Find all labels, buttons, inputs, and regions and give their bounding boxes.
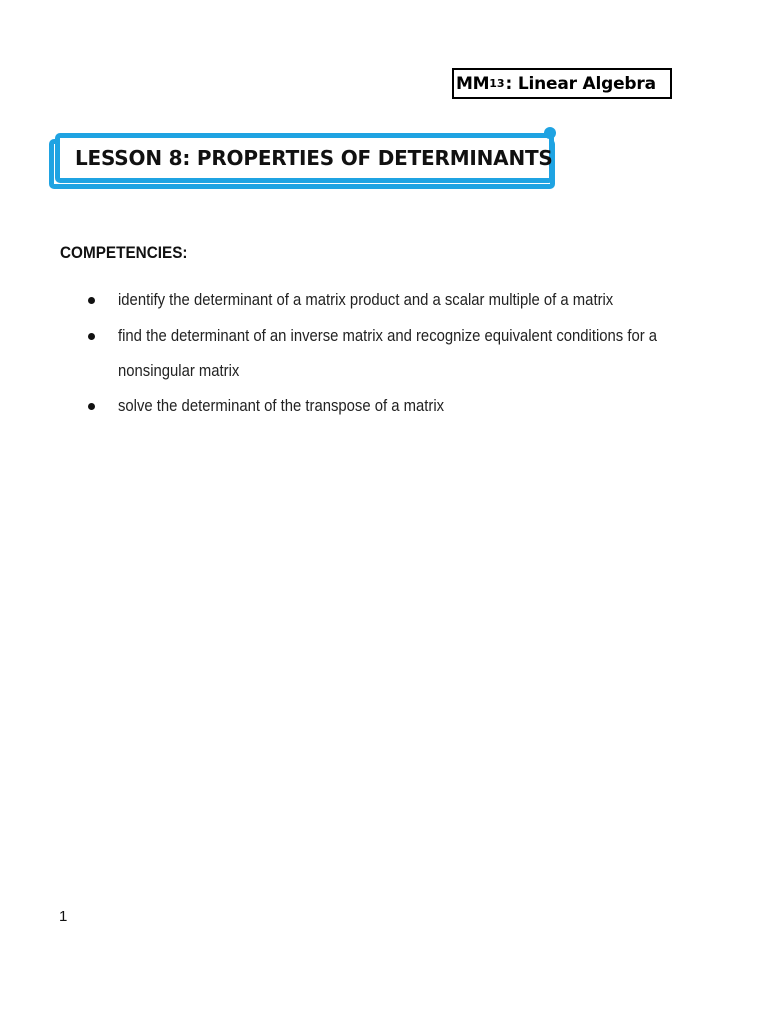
competency-text: find the determinant of an inverse matrix and recognize equivalent conditions for a nonsingular matrix <box>118 327 658 380</box>
competency-item <box>88 389 728 424</box>
course-title: : Linear Algebra <box>505 73 656 94</box>
competency-item <box>88 283 728 318</box>
competency-text: solve the determinant of the transpose of a matrix <box>118 397 445 415</box>
page-number: 1 <box>59 908 68 925</box>
competencies-heading: COMPETENCIES: <box>60 243 188 262</box>
course-header-box <box>452 68 672 99</box>
lesson-banner <box>55 133 554 183</box>
bullet-icon <box>88 333 95 340</box>
bullet-icon <box>88 297 95 304</box>
bullet-icon <box>88 403 95 410</box>
competency-text: identify the determinant of a matrix product and a scalar multiple of a matrix <box>118 291 614 309</box>
competency-item <box>88 319 728 389</box>
course-code-subscript: 13 <box>489 77 505 90</box>
lesson-frame-cap <box>544 127 556 139</box>
course-code: MM <box>456 73 490 94</box>
lesson-title: LESSON 8: PROPERTIES OF DETERMINANTS <box>75 146 553 170</box>
